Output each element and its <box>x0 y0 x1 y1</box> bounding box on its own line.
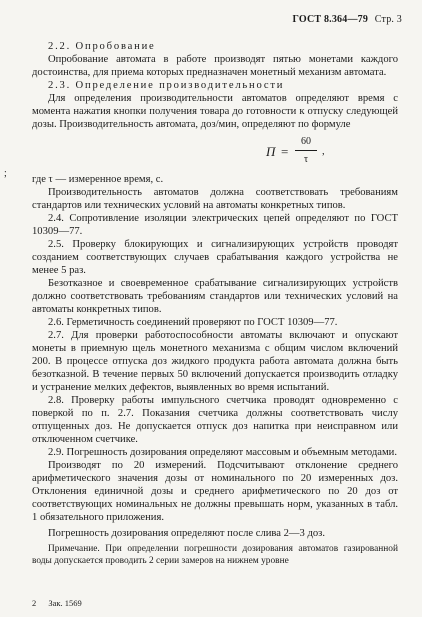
section-2-9-paragraph-3: Погрешность дозирования определяют после слива 2—3 доз. <box>48 528 325 539</box>
formula-comma: , <box>322 146 325 157</box>
fraction-bar <box>295 150 317 151</box>
section-2-7: 2.7. Для проверки работоспособности автоматы включают и опускают монеты в приемную щель монетного механизма с общим числом включений 200. В процессе отпуска доз жидкого продукта работа автомата должна быть безотказной. В течение первых 50 включений допускается производить отладку и устранение мелких дефектов, выявленных во время испытаний. <box>32 330 398 393</box>
formula-lhs: П <box>266 144 276 159</box>
page-footer <box>32 598 92 608</box>
section-2-2-text: Опробование автомата в работе производят пятью монетами каждого достоинства, для приема которых предназначен монетный механизм автомата. <box>32 54 398 78</box>
section-2-9: 2.9. Погрешность дозирования определяют массовым и объемным методами. <box>48 447 397 458</box>
formula-denominator: τ <box>303 154 309 165</box>
section-2-6: 2.6. Герметичность соединений проверяют по ГОСТ 10309—77. <box>48 317 338 328</box>
document-body <box>4 40 398 567</box>
formula-numerator: 60 <box>301 136 311 147</box>
section-2-5-paragraph-2: Безотказное и своевременное срабатывание сигнализирующих устройств должно соответствовать требованиям стандартов или технических условий на автоматы конкретных типов. <box>32 278 398 315</box>
page-indicator: Стр. 3 <box>374 14 402 25</box>
section-2-4: 2.4. Сопротивление изоляции электрических цепей определяют по ГОСТ 10309—77. <box>32 213 398 237</box>
section-2-3-paragraph-2: Производительность автоматов должна соответствовать требованиям стандартов или технических условий на автоматы конкретных типов. <box>32 187 398 211</box>
formula-equals: = <box>281 144 289 159</box>
section-2-2-title: 2.2. Опробование <box>48 41 156 52</box>
section-2-3-text: Для определения производительности автоматов определяют время с момента нажатия кнопки получения товара до готовности к отпуску следующей дозы. Производительность автомата, доз/мин, определяют по формуле <box>32 93 398 130</box>
section-2-5: 2.5. Проверку блокирующих и сигнализирующих устройств проводят созданием соответствующих случаев срабатывания каждого устройства не менее 5 раз. <box>32 239 398 276</box>
footer-order-number: Зак. 1569 <box>48 598 82 608</box>
formula-fraction <box>295 135 317 166</box>
section-2-8: 2.8. Проверку работы импульсного счетчика проводят одновременно с поверкой по п. 2.7. Показания счетчика должны соответствовать числу отпущенных доз. Не допускается отпуск доз напитка при неисправном или отключенном счетчике. <box>32 395 398 445</box>
footer-page-number: 2 <box>32 598 37 608</box>
margin-mark: ; <box>4 168 7 179</box>
formula-explanation: где τ — измеренное время, с. <box>32 174 164 185</box>
section-2-9-paragraph-2: Производят по 20 измерений. Подсчитывают отклонение среднего арифметического значения дозы от номинального по 20 измеренных доз. Отклонения единичной дозы и среднего арифметического по 20 доз от соответствующих номинальных не должны превышать норм, указанных в табл. 1 обязательного приложения. <box>32 460 398 523</box>
footnote-note: Примечание. При определении погрешности дозирования автоматов газированной воды допускается проводить 2 серии замеров на нижнем уровне <box>32 544 398 566</box>
productivity-formula <box>4 133 398 179</box>
section-2-3-title: 2.3. Определение производительности <box>48 80 285 91</box>
page-header <box>293 14 402 25</box>
standard-number: ГОСТ 8.364—79 <box>292 14 369 25</box>
